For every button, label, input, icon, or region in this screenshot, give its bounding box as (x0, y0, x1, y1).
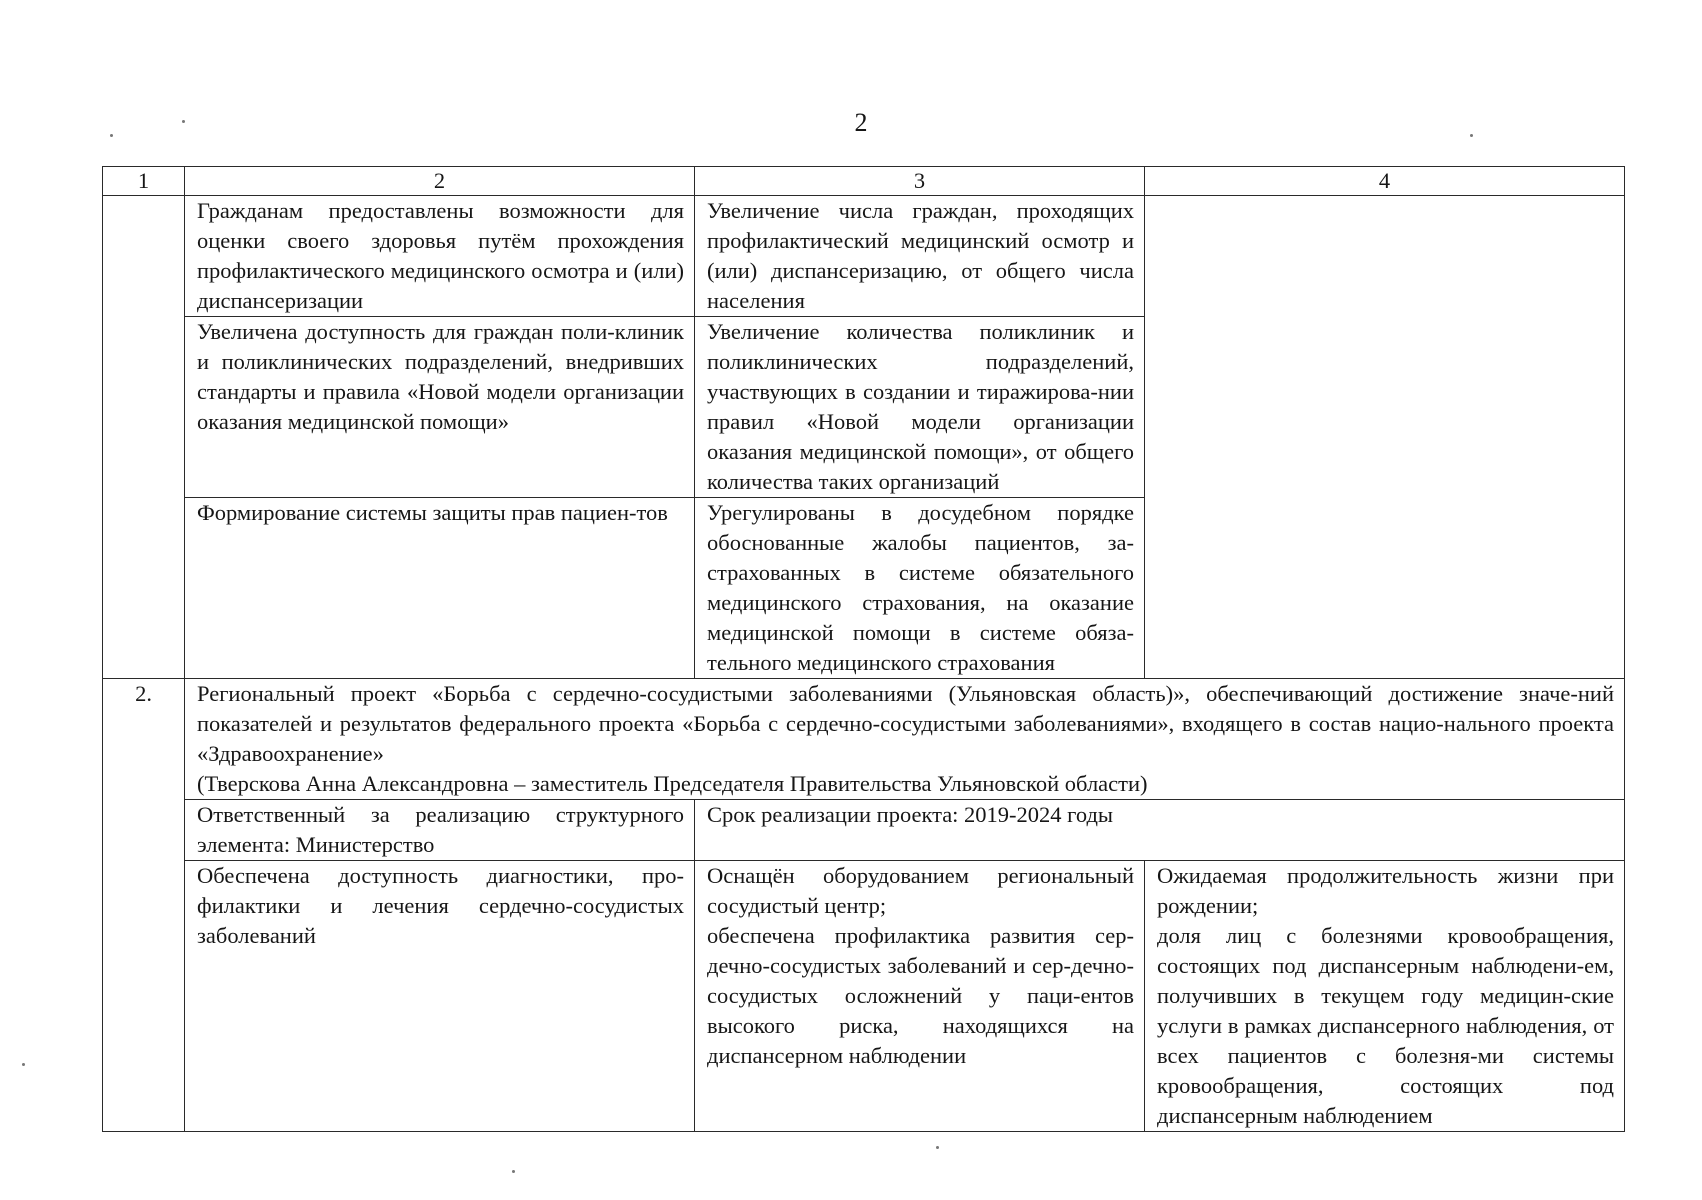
project-title-row (103, 679, 1625, 800)
project-number: 2. (103, 679, 185, 800)
project-meta-row (103, 800, 1625, 861)
indicator-cell (695, 861, 1145, 1132)
indicator-cell (1145, 861, 1625, 1132)
indicator-cell: Увеличение числа граждан, проходящих профилактический медицинский осмотр и (или) диспансеризацию, от общего числа населения (695, 196, 1145, 317)
indicator-text: Оснащён оборудованием региональный сосудистый центр; (707, 863, 1134, 918)
result-cell: Формирование системы защиты прав пациен-тов (185, 498, 695, 679)
scan-speck (1470, 134, 1473, 137)
number-spacer-cell (103, 800, 185, 861)
header-cell: 4 (1145, 167, 1625, 196)
indicator-cell: Урегулированы в досудебном порядке обоснованные жалобы пациентов, за-страхованных в системе обязательного медицинского страхования, на оказание медицинской помощи в системе обяза-тельного медицинского страхования (695, 498, 1145, 679)
row-number-cell (103, 196, 185, 679)
scan-speck (182, 120, 185, 123)
indicator-text: обеспечена профилактика развития сер-дечно-сосудистых заболеваний и сер-дечно-сосудистых осложнений у паци-ентов высокого риска, находящихся на диспансерном наблюдении (707, 923, 1134, 1068)
term-cell: Срок реализации проекта: 2019-2024 годы (695, 800, 1625, 861)
result-cell: Увеличена доступность для граждан поли-клиник и поликлинических подразделений, внедривших стандарты и правила «Новой модели организации оказания медицинской помощи» (185, 317, 695, 498)
project-curator: (Тверскова Анна Александровна – заместитель Председателя Правительства Ульяновской области) (197, 771, 1148, 796)
table-row (103, 196, 1625, 317)
indicator-cell: Увеличение количества поликлиник и поликлинических подразделений, участвующих в создании и тиражирова-нии правил «Новой модели организации оказания медицинской помощи», от общего количества таких организаций (695, 317, 1145, 498)
results-table (102, 166, 1625, 1132)
scan-speck (512, 1170, 515, 1173)
project-title: Региональный проект «Борьба с сердечно-сосудистыми заболеваниями (Ульяновская область)», обеспечивающий достижение значе-ний показателей и результатов федерального проекта «Борьба с сердечно-сосудистыми заболеваниями», входящего в состав нацио-нального проекта «Здравоохранение» (197, 681, 1614, 766)
scan-speck (110, 134, 113, 137)
header-cell: 1 (103, 167, 185, 196)
project-title-cell (185, 679, 1625, 800)
page-number: 2 (854, 108, 868, 137)
indicator-text: Ожидаемая продолжительность жизни при рождении; (1157, 863, 1614, 918)
number-spacer-cell (103, 861, 185, 1132)
result-cell: Гражданам предоставлены возможности для оценки своего здоровья путём прохождения профилактического медицинского осмотра и (или) диспансеризации (185, 196, 695, 317)
table-header-row (103, 167, 1625, 196)
result-cell: Обеспечена доступность диагностики, про-филактики и лечения сердечно-сосудистых заболеваний (185, 861, 695, 1132)
table-row (103, 861, 1625, 1132)
indicator-cell-empty (1145, 196, 1625, 679)
scan-speck (936, 1146, 939, 1149)
responsible-cell: Ответственный за реализацию структурного элемента: Министерство (185, 800, 695, 861)
header-cell: 3 (695, 167, 1145, 196)
scan-speck (22, 1063, 25, 1066)
indicator-text: доля лиц с болезнями кровообращения, состоящих под диспансерным наблюдени-ем, получивших в текущем году медицин-ские услуги в рамках диспансерного наблюдения, от всех пациентов с болезня-ми системы кровообращения, состоящих под диспансерным наблюдением (1157, 923, 1614, 1128)
header-cell: 2 (185, 167, 695, 196)
